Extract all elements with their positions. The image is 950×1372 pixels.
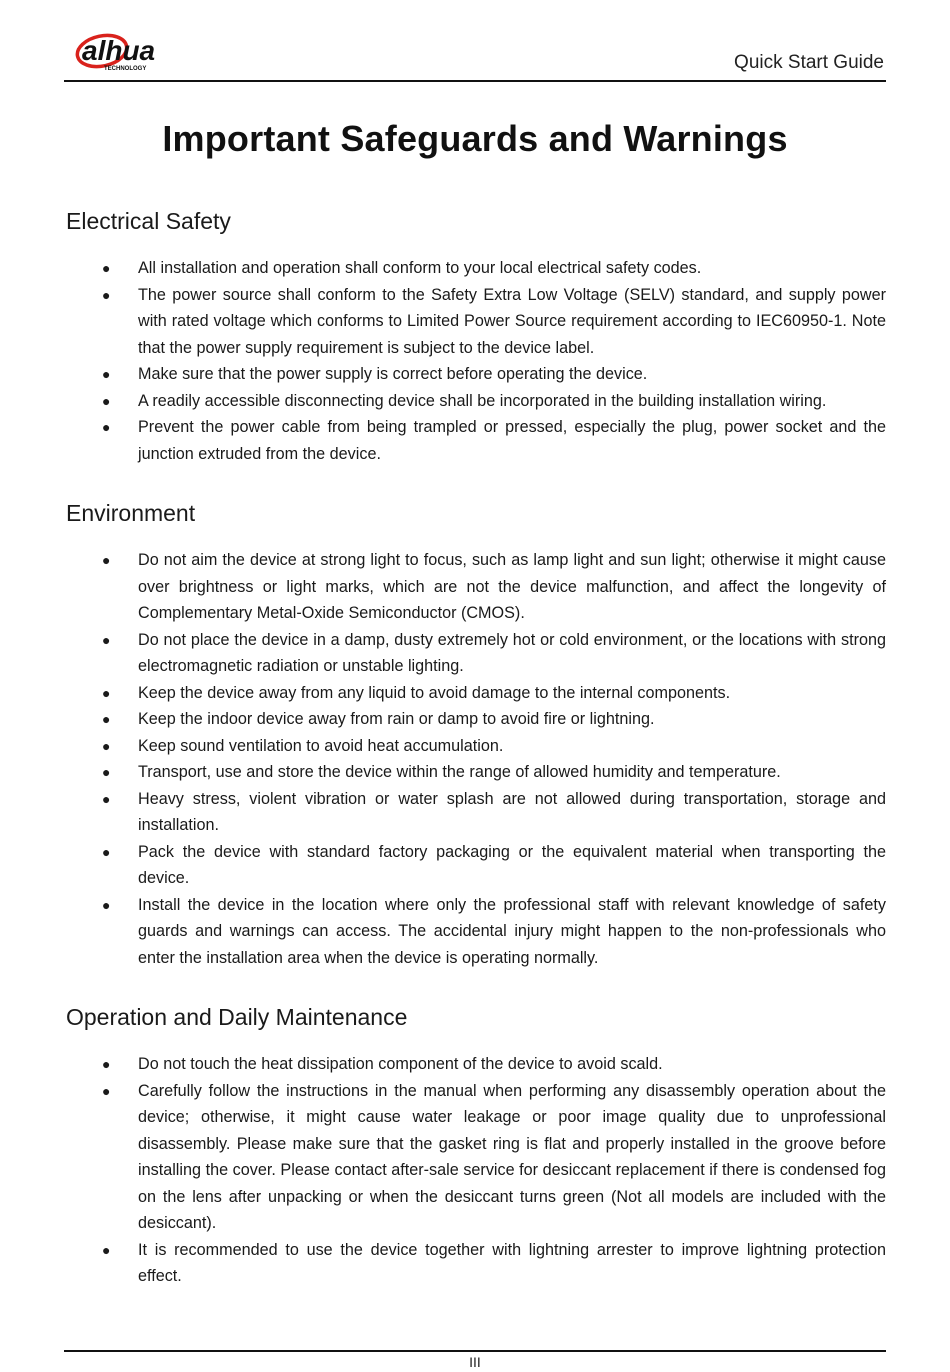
bullet-icon: ● [102, 711, 111, 727]
page-number: III [469, 1354, 481, 1370]
list-item [66, 255, 886, 282]
list-item [66, 733, 886, 760]
bullet-icon: ● [102, 737, 111, 754]
bullet-icon: ● [102, 552, 111, 568]
bullet-icon: ● [102, 631, 111, 648]
list-item-text: Do not place the device in a damp, dusty extremely hot or cold environment, or the locations with strong electromagnetic radiation or unstable lighting. [138, 630, 886, 675]
section-electrical-safety [66, 205, 886, 467]
list-item-text: Do not touch the heat dissipation component of the device to avoid scald. [138, 1055, 663, 1073]
bullet-list [66, 1051, 886, 1290]
list-item [66, 1237, 886, 1290]
bullet-list [66, 255, 886, 467]
list-item-text: Prevent the power cable from being trampled or pressed, especially the plug, power socket and the junction extruded from the device. [138, 418, 886, 463]
logo-subtext: TECHNOLOGY [104, 66, 147, 72]
guide-title: Quick Start Guide [734, 52, 884, 73]
list-item [66, 1078, 886, 1237]
bullet-icon: ● [102, 260, 111, 276]
logo-wordmark: alhua [82, 35, 156, 66]
list-item-text: It is recommended to use the device together with lightning arrester to improve lightning protection effect. [138, 1240, 886, 1285]
list-item [66, 706, 886, 733]
list-item [66, 361, 886, 388]
section-heading: Environment [66, 500, 196, 526]
list-item [66, 1051, 886, 1078]
list-item [66, 839, 886, 892]
page-header [64, 28, 886, 82]
list-item-text: Install the device in the location where only the professional staff with relevant knowledge of safety guards and warnings can access. The accidental injury might happen to the non-professionals who enter the installation area when the device is operating normally. [138, 895, 886, 967]
section-environment [66, 497, 886, 971]
footer-rule [64, 1350, 886, 1352]
section-heading: Operation and Daily Maintenance [66, 1004, 408, 1030]
list-item [66, 759, 886, 786]
list-item [66, 680, 886, 707]
list-item [66, 892, 886, 972]
list-item-text: Keep sound ventilation to avoid heat accumulation. [138, 736, 504, 755]
list-item-text: Heavy stress, violent vibration or water splash are not allowed during transportation, storage and installation. [138, 789, 886, 834]
bullet-icon: ● [102, 366, 111, 382]
bullet-icon: ● [102, 1241, 111, 1258]
bullet-list [66, 547, 886, 971]
page-title: Important Safeguards and Warnings [162, 118, 788, 159]
list-item-text: Do not aim the device at strong light to focus, such as lamp light and sun light; otherwise it might cause over brightness or light marks, which are not the device malfunction, and affect the longevity of Complementary Metal-Oxide Semiconductor (CMOS). [138, 551, 886, 622]
list-item-text: Pack the device with standard factory packaging or the equivalent material when transporting the device. [138, 842, 886, 887]
dahua-logo [72, 32, 202, 74]
bullet-icon: ● [102, 392, 111, 409]
list-item [66, 786, 886, 839]
list-item [66, 282, 886, 362]
bullet-icon: ● [102, 286, 111, 303]
list-item [66, 388, 886, 415]
bullet-icon: ● [102, 1082, 111, 1099]
bullet-icon: ● [102, 896, 111, 913]
list-item-text: Make sure that the power supply is correct before operating the device. [138, 365, 648, 383]
list-item [66, 414, 886, 467]
section-operation-maintenance [66, 1001, 886, 1290]
list-item-text: Carefully follow the instructions in the manual when performing any disassembly operation about the device; otherwise, it might cause water leakage or poor image quality due to unprofessional disassembly. Please make sure that the gasket ring is flat and properly installed in the groove before installing the cover. Please contact after-sale service for desiccant replacement if there is condensed fog on the lens after unpacking or when the desiccant turns green (Not all models are included with the desiccant). [138, 1081, 886, 1232]
list-item-text: The power source shall conform to the Safety Extra Low Voltage (SELV) standard, and supply power with rated voltage which conforms to Limited Power Source requirement according to IEC60950-1. Note that the power supply requirement is subject to the device label. [138, 285, 886, 357]
bullet-icon: ● [102, 790, 111, 807]
section-heading: Electrical Safety [66, 208, 231, 234]
bullet-icon: ● [102, 843, 111, 860]
list-item-text: A readily accessible disconnecting device shall be incorporated in the building installation wiring. [138, 391, 827, 410]
bullet-icon: ● [102, 1056, 111, 1072]
bullet-icon: ● [102, 764, 111, 780]
list-item [66, 627, 886, 680]
list-item [66, 547, 886, 627]
list-item-text: Keep the indoor device away from rain or damp to avoid fire or lightning. [138, 710, 655, 728]
list-item-text: All installation and operation shall conform to your local electrical safety codes. [138, 259, 702, 277]
bullet-icon: ● [102, 419, 111, 435]
list-item-text: Keep the device away from any liquid to avoid damage to the internal components. [138, 683, 731, 702]
bullet-icon: ● [102, 684, 111, 701]
list-item-text: Transport, use and store the device within the range of allowed humidity and temperature. [138, 763, 781, 781]
